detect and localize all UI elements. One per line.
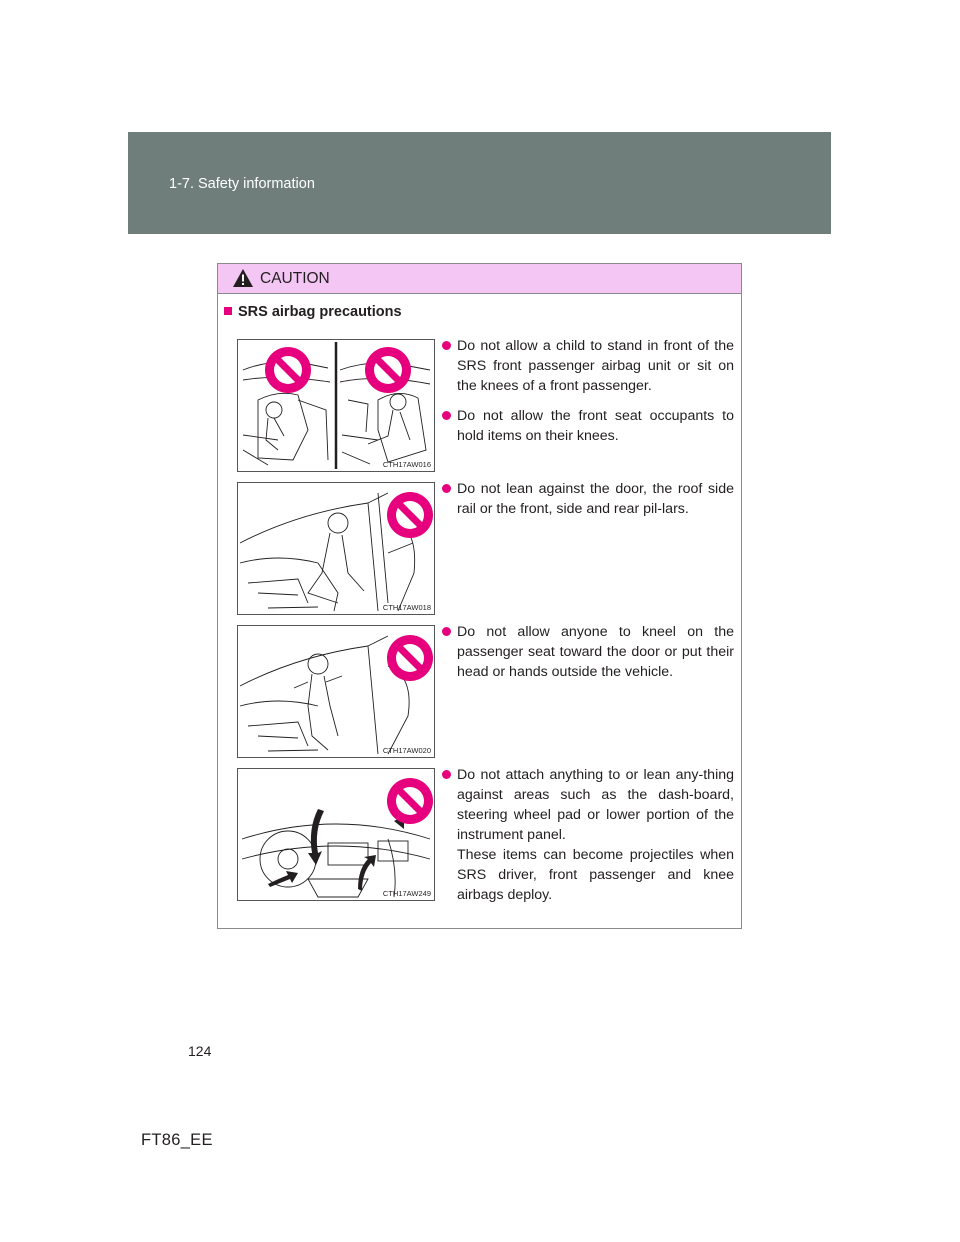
caution-label: CAUTION <box>260 270 330 287</box>
caution-header <box>218 264 741 294</box>
car-interior-drawing <box>238 340 434 471</box>
square-bullet-icon <box>224 307 232 315</box>
illustration-dashboard-items <box>237 768 435 901</box>
illustration-leaning-door <box>237 482 435 615</box>
figure-code: CTH17AW020 <box>382 746 431 755</box>
bullet-icon <box>442 411 451 420</box>
caution-box <box>217 263 742 929</box>
dashboard-drawing <box>238 769 434 900</box>
document-code: FT86_EE <box>141 1131 213 1149</box>
figure-code: CTH17AW018 <box>382 603 431 612</box>
list-item-continuation: These items can become projectiles when SRS driver, front passenger and knee airbags deploy. <box>457 847 734 903</box>
page-number: 124 <box>188 1043 212 1059</box>
list-item: Do not allow a child to stand in front of the SRS front passenger airbag unit or sit on the knees of a front passenger. <box>441 336 734 396</box>
list-item: Do not allow the front seat occupants to hold items on their knees. <box>441 406 734 446</box>
caution-text-block-2 <box>441 479 734 529</box>
figure-code: CTH17AW249 <box>382 889 431 898</box>
caution-text-block-4 <box>441 765 734 915</box>
caution-text-block-3 <box>441 622 734 692</box>
bullet-icon <box>442 341 451 350</box>
illustration-kneeling-seat <box>237 625 435 758</box>
warning-icon <box>232 268 254 288</box>
list-item: Do not lean against the door, the roof side rail or the front, side and rear pil-lars. <box>441 479 734 519</box>
bullet-icon <box>442 627 451 636</box>
heading-text: SRS airbag precautions <box>238 304 402 320</box>
caution-text-block-1 <box>441 336 734 456</box>
car-interior-drawing <box>238 626 434 757</box>
illustration-child-passenger <box>237 339 435 472</box>
figure-code: CTH17AW016 <box>382 460 431 469</box>
bullet-icon <box>442 770 451 779</box>
list-item: Do not attach anything to or lean any-thing against areas such as the dash-board, steering wheel pad or lower portion of the instrument panel. <box>441 765 734 845</box>
section-title: 1-7. Safety information <box>169 176 315 192</box>
list-item: Do not allow anyone to kneel on the passenger seat toward the door or put their head or hands outside the vehicle. <box>441 622 734 682</box>
bullet-icon <box>442 484 451 493</box>
car-interior-drawing <box>238 483 434 614</box>
header-band <box>128 132 831 234</box>
section-heading <box>224 304 402 320</box>
